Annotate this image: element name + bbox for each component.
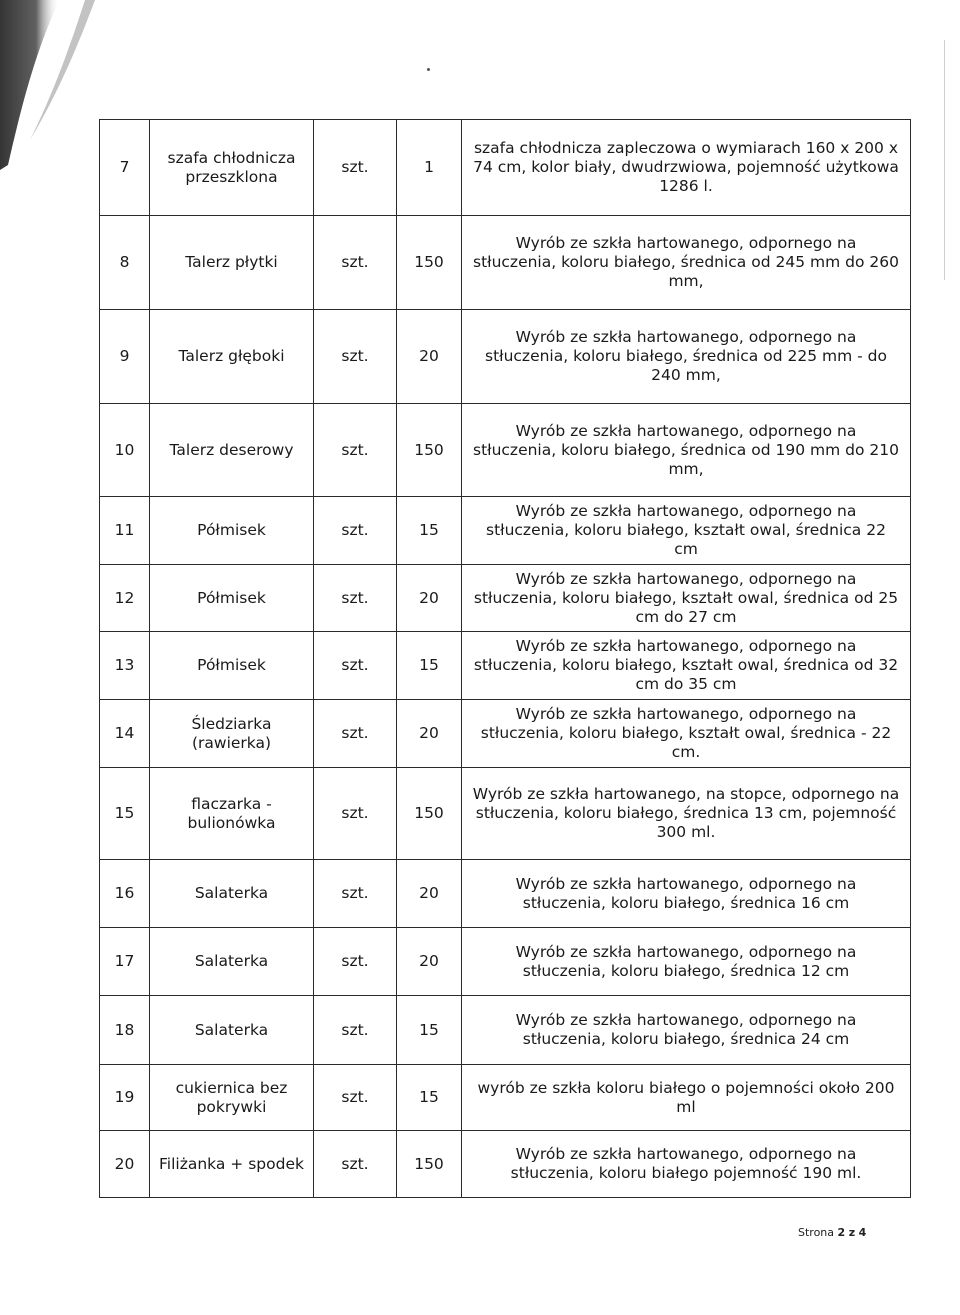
cell-lp: 16 [100,860,150,928]
cell-description: Wyrób ze szkła hartowanego, odpornego na stłuczenia, koloru białego, średnica od 245 mm do 260 mm, [462,216,911,310]
cell-description: Wyrób ze szkła hartowanego, odpornego na stłuczenia, koloru białego pojemność 190 ml. [462,1131,911,1198]
cell-lp: 12 [100,565,150,632]
cell-qty: 20 [397,928,462,996]
cell-lp: 8 [100,216,150,310]
cell-lp: 18 [100,996,150,1065]
cell-description: wyrób ze szkła koloru białego o pojemności około 200 ml [462,1065,911,1131]
cell-unit: szt. [314,768,397,860]
cell-description: Wyrób ze szkła hartowanego, odpornego na stłuczenia, koloru białego, średnica 12 cm [462,928,911,996]
cell-unit: szt. [314,404,397,497]
table-row [100,632,911,700]
page-number-current: 2 [837,1226,846,1239]
table-row [100,120,911,216]
cell-name: szafa chłodnicza przeszklona [150,120,314,216]
cell-qty: 150 [397,216,462,310]
table-row [100,216,911,310]
cell-lp: 10 [100,404,150,497]
cell-qty: 15 [397,996,462,1065]
table-row [100,1065,911,1131]
table-row [100,996,911,1065]
cell-description: Wyrób ze szkła hartowanego, odpornego na stłuczenia, koloru białego, średnica od 190 mm do 210 mm, [462,404,911,497]
cell-unit: szt. [314,1131,397,1198]
table-row [100,404,911,497]
cell-lp: 14 [100,700,150,768]
cell-unit: szt. [314,565,397,632]
cell-qty: 150 [397,404,462,497]
cell-qty: 20 [397,860,462,928]
cell-unit: szt. [314,216,397,310]
page-number [798,1226,866,1239]
cell-description: Wyrób ze szkła hartowanego, odpornego na stłuczenia, koloru białego, kształt owal, średnica 22 cm [462,497,911,565]
cell-lp: 13 [100,632,150,700]
cell-unit: szt. [314,632,397,700]
scan-speck [427,68,430,71]
cell-name: cukiernica bez pokrywki [150,1065,314,1131]
cell-description: Wyrób ze szkła hartowanego, odpornego na stłuczenia, koloru białego, średnica od 225 mm - do 240 mm, [462,310,911,404]
scan-edge-line [944,40,945,280]
cell-name: Talerz płytki [150,216,314,310]
cell-lp: 7 [100,120,150,216]
table-row [100,565,911,632]
cell-qty: 1 [397,120,462,216]
cell-description: szafa chłodnicza zapleczowa o wymiarach 160 x 200 x 74 cm, kolor biały, dwudrzwiowa, pojemność użytkowa 1286 l. [462,120,911,216]
cell-unit: szt. [314,310,397,404]
page-number-separator: z [848,1226,856,1239]
cell-name: Półmisek [150,565,314,632]
table-row [100,860,911,928]
cell-name: Talerz deserowy [150,404,314,497]
cell-name: Półmisek [150,497,314,565]
cell-name: Filiżanka + spodek [150,1131,314,1198]
cell-lp: 9 [100,310,150,404]
cell-lp: 17 [100,928,150,996]
table-row [100,497,911,565]
cell-unit: szt. [314,996,397,1065]
items-table [99,119,911,1198]
cell-unit: szt. [314,1065,397,1131]
cell-name: Śledziarka (rawierka) [150,700,314,768]
page-number-prefix: Strona [798,1226,835,1239]
cell-qty: 150 [397,768,462,860]
cell-qty: 15 [397,497,462,565]
cell-lp: 20 [100,1131,150,1198]
cell-qty: 150 [397,1131,462,1198]
cell-name: Półmisek [150,632,314,700]
cell-qty: 20 [397,700,462,768]
cell-unit: szt. [314,120,397,216]
table-row [100,700,911,768]
cell-description: Wyrób ze szkła hartowanego, odpornego na stłuczenia, koloru białego, średnica 16 cm [462,860,911,928]
cell-name: Salaterka [150,996,314,1065]
items-table-body [100,120,911,1198]
table-row [100,1131,911,1198]
cell-lp: 19 [100,1065,150,1131]
cell-description: Wyrób ze szkła hartowanego, odpornego na stłuczenia, koloru białego, kształt owal, średnica od 25 cm do 27 cm [462,565,911,632]
cell-qty: 15 [397,1065,462,1131]
cell-description: Wyrób ze szkła hartowanego, odpornego na stłuczenia, koloru białego, kształt owal, średnica od 32 cm do 35 cm [462,632,911,700]
cell-description: Wyrób ze szkła hartowanego, odpornego na stłuczenia, koloru białego, kształt owal, średnica - 22 cm. [462,700,911,768]
cell-lp: 15 [100,768,150,860]
cell-lp: 11 [100,497,150,565]
page-number-total: 4 [858,1226,867,1239]
cell-description: Wyrób ze szkła hartowanego, na stopce, odpornego na stłuczenia, koloru białego, średnica 13 cm, pojemność 300 ml. [462,768,911,860]
table-row [100,768,911,860]
cell-name: flaczarka - bulionówka [150,768,314,860]
cell-unit: szt. [314,860,397,928]
cell-qty: 20 [397,310,462,404]
cell-name: Salaterka [150,860,314,928]
cell-name: Talerz głęboki [150,310,314,404]
cell-qty: 20 [397,565,462,632]
cell-description: Wyrób ze szkła hartowanego, odpornego na stłuczenia, koloru białego, średnica 24 cm [462,996,911,1065]
cell-unit: szt. [314,928,397,996]
cell-qty: 15 [397,632,462,700]
cell-unit: szt. [314,497,397,565]
table-row [100,928,911,996]
cell-name: Salaterka [150,928,314,996]
table-row [100,310,911,404]
cell-unit: szt. [314,700,397,768]
